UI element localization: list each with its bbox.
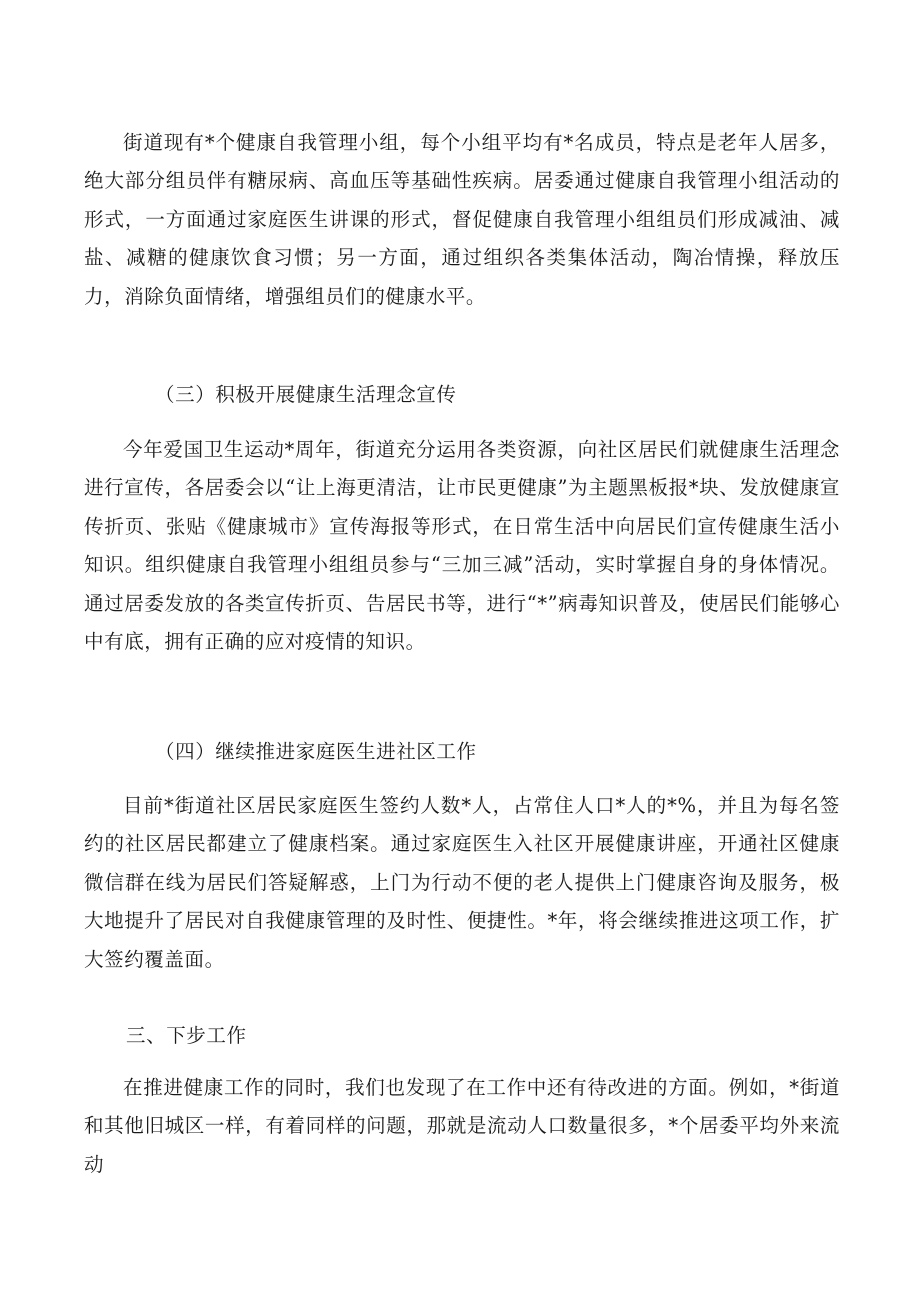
section-heading-next-steps: 三、下步工作 [126, 1024, 247, 1047]
paragraph-family-doctor: 目前*街道社区居民家庭医生签约人数*人，占常住人口*人的*%，并且为每名签约的社区居民都建立了健康档案。通过家庭医生入社区开展健康讲座，开通社区健康微信群在线为居民们答疑解惑，上门为行动不便的老人提供上门健康咨询及服务，极大地提升了居民对自我健康管理的及时性、便捷性。*年，将会继续推进这项工作，扩大签约覆盖面。 [84, 794, 840, 971]
paragraph-health-promotion: 今年爱国卫生运动*周年，街道充分运用各类资源，向社区居民们就健康生活理念进行宣传，各居委会以“让上海更清洁，让市民更健康”为主题黑板报*块、发放健康宣传折页、张贴《健康城市》宣传海报等形式，在日常生活中向居民们宣传健康生活小知识。组织健康自我管理小组组员参与“三加三减”活动，实时掌握自身的身体情况。通过居委发放的各类宣传折页、告居民书等，进行“*”病毒知识普及，使居民们能够心中有底，拥有正确的应对疫情的知识。 [84, 438, 840, 654]
section-heading-four: （四）继续推进家庭医生进社区工作 [155, 740, 477, 763]
paragraph-health-self-management-groups: 街道现有*个健康自我管理小组，每个小组平均有*名成员，特点是老年人居多，绝大部分组员伴有糖尿病、高血压等基础性疾病。居委通过健康自我管理小组活动的形式，一方面通过家庭医生讲课的形式，督促健康自我管理小组组员们形成减油、减盐、减糖的健康饮食习惯；另一方面，通过组织各类集体活动，陶冶情操，释放压力，消除负面情绪，增强组员们的健康水平。 [84, 131, 840, 308]
section-heading-three: （三）积极开展健康生活理念宣传 [155, 383, 457, 406]
paragraph-next-steps: 在推进健康工作的同时，我们也发现了在工作中还有待改进的方面。例如，*街道和其他旧城区一样，有着同样的问题，那就是流动人口数量很多，*个居委平均外来流动 [84, 1076, 840, 1176]
